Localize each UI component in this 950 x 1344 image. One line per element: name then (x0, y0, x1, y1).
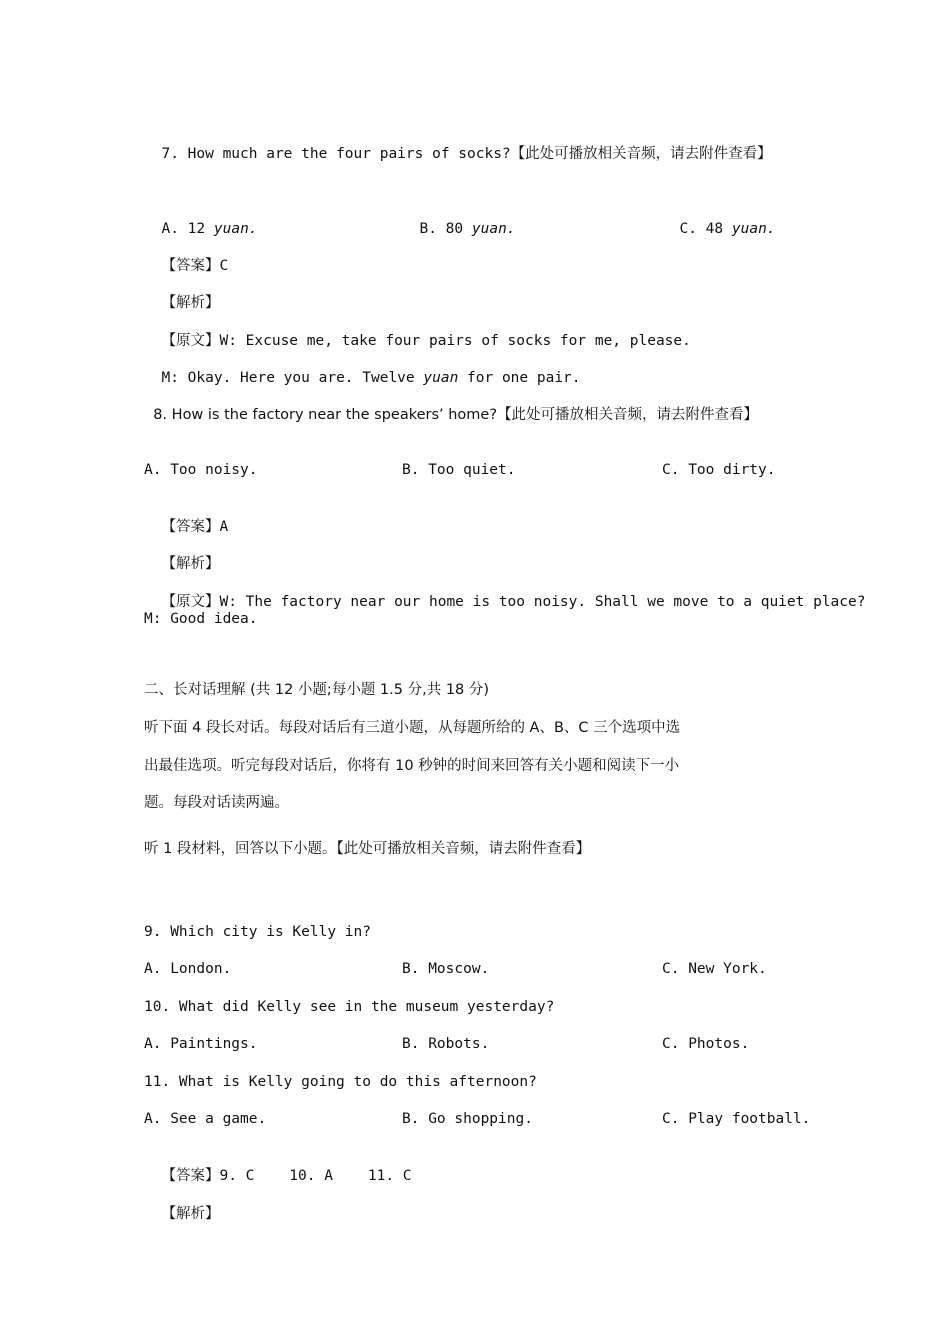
q9-option-c: C. New York. (662, 961, 767, 977)
question-8 (144, 385, 758, 425)
answer-value: C (219, 258, 229, 274)
q11-option-a: A. See a game. (144, 1111, 267, 1127)
question-7 (144, 124, 772, 164)
q7-option-b: B. 80 yuan. (419, 221, 516, 237)
instructions-line-1: 听下面 4 段长对话。每段对话后有三道小题，从每题所给的 A、B、C 三个选项中选 (144, 720, 681, 736)
instructions-line-3: 题。每段对话读两遍。 (144, 795, 289, 811)
q8-analysis-label: 【解析】 (161, 556, 220, 572)
q10-option-b: B. Robots. (402, 1036, 490, 1052)
instructions-line-2: 出最佳选项。听完每段对话后，你将有 10 秒钟的时间来回答有关小题和阅读下一小 (144, 758, 680, 774)
question-9-stem: 9. Which city is Kelly in? (144, 924, 371, 940)
q8-option-a: A. Too noisy. (144, 462, 258, 478)
question-7-stem: 7. How much are the four pairs of socks? (161, 146, 511, 162)
answer-label: 【答案】 (161, 519, 220, 535)
q11-option-c: C. Play football. (662, 1111, 811, 1127)
q9-option-a: A. London. (144, 961, 232, 977)
q8-transcript-m: M: Good idea. (144, 611, 258, 627)
question-8-stem: 8. How is the factory near the speakers’ home? (153, 407, 498, 423)
q10-option-a: A. Paintings. (144, 1036, 258, 1052)
q10-option-c: C. Photos. (662, 1036, 750, 1052)
group-analysis-label: 【解析】 (161, 1206, 220, 1222)
answer-values: 9. C 10. A 11. C (219, 1168, 412, 1184)
q9-option-b: B. Moscow. (402, 961, 490, 977)
q8-option-b: B. Too quiet. (402, 462, 516, 478)
section-heading: 二、长对话理解 (共 12 小题;每小题 1.5 分,共 18 分) (144, 682, 490, 698)
q7-option-c: C. 48 yuan. (679, 221, 776, 237)
group-answer (144, 1146, 412, 1186)
q8-option-c: C. Too dirty. (662, 462, 776, 478)
answer-label: 【答案】 (161, 258, 220, 274)
transcript-label: 【原文】 (161, 333, 220, 349)
q7-analysis-label: 【解析】 (161, 295, 220, 311)
question-11-stem: 11. What is Kelly going to do this afternoon? (144, 1074, 537, 1090)
q11-option-b: B. Go shopping. (402, 1111, 533, 1127)
answer-value: A (219, 519, 229, 535)
passage-intro: 听 1 段材料，回答以下小题。【此处可播放相关音频，请去附件查看】 (144, 841, 591, 857)
transcript-label: 【原文】 (161, 594, 220, 610)
q8-answer (144, 497, 228, 537)
audio-note[interactable]: 【此处可播放相关音频，请去附件查看】 (510, 146, 772, 162)
audio-note[interactable]: 【此处可播放相关音频，请去附件查看】 (497, 407, 759, 423)
q8-transcript-w: 【原文】W: The factory near our home is too noisy. Shall we move to a quiet place? (161, 594, 866, 610)
question-10-stem: 10. What did Kelly see in the museum yesterday? (144, 999, 555, 1015)
answer-label: 【答案】 (161, 1168, 220, 1184)
q7-transcript-m: M: Okay. Here you are. Twelve yuan for one pair. (161, 370, 581, 386)
q7-transcript-w: 【原文】W: Excuse me, take four pairs of socks for me, please. (161, 333, 691, 349)
q7-option-a: A. 12 yuan. (161, 221, 258, 237)
q7-answer (144, 236, 228, 276)
